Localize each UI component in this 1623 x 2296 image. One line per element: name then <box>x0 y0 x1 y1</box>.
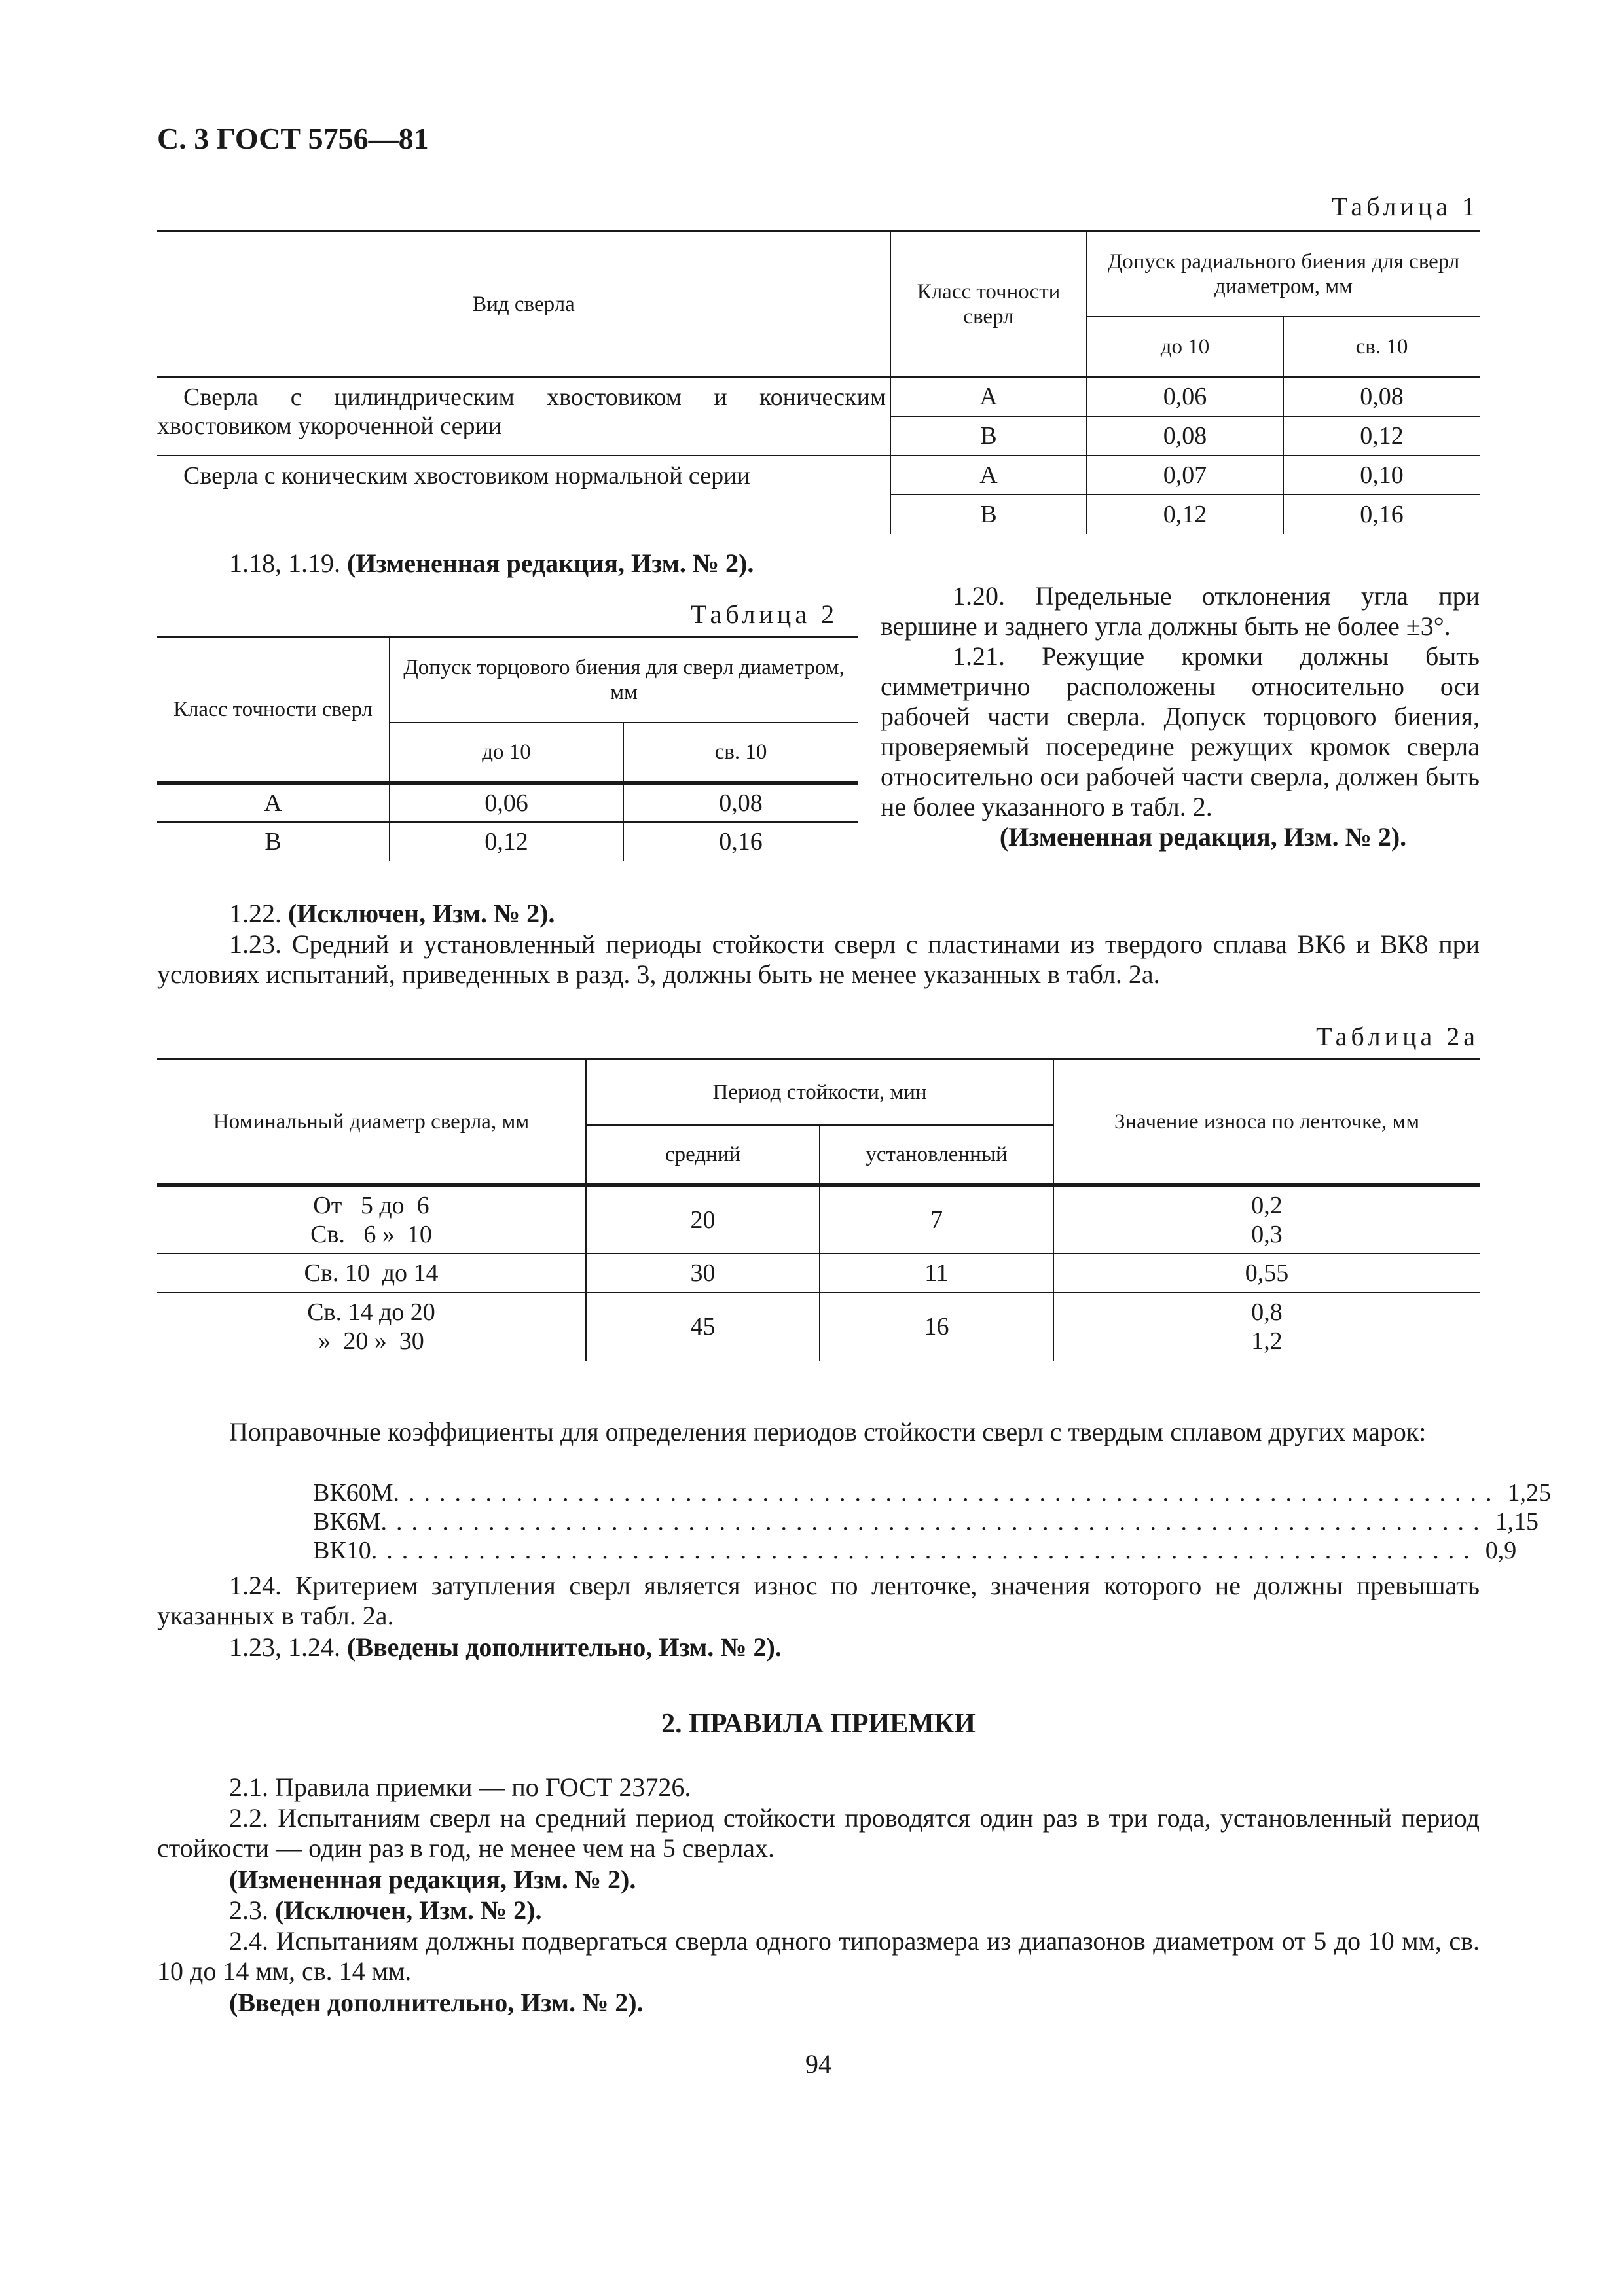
list-item <box>313 1479 1551 1507</box>
table1-cell-upto: 0,07 <box>1087 456 1283 495</box>
diameter-range: Св. 6 » 10 <box>310 1220 432 1248</box>
wear-value: 0,2 <box>1251 1191 1283 1219</box>
wear-value: 0,8 <box>1251 1299 1283 1326</box>
table2a-caption: Таблица 2а <box>1316 1022 1479 1051</box>
paragraph-1-18 <box>229 548 754 579</box>
leader-dots: ........................................................................ <box>371 1537 1479 1564</box>
table1-cell-over: 0,16 <box>1283 495 1480 534</box>
paragraph-1-23: 1.23. Средний и установленный периоды стойкости сверл с пластинами из твердого сплава ВК6 и ВК8 при условиях испытаний, приведенных в разд. 3, должны быть не менее указанных в табл. 2а. <box>157 929 1480 989</box>
table1-cell-class: А <box>890 456 1087 495</box>
amendment-note: (Введен дополнительно, Изм. № 2). <box>229 1988 644 2017</box>
amendment-note: (Исключен, Изм. № 2). <box>275 1895 542 1925</box>
table1 <box>157 230 1480 534</box>
table1-sub-over: св. 10 <box>1283 317 1480 377</box>
wear-value: 0,55 <box>1245 1259 1289 1287</box>
paragraph-1-24: 1.24. Критерием затупления сверл является износ по ленточке, значения которого не должны превышать указанных в табл. 2а. <box>157 1571 1480 1630</box>
table2-cell-over: 0,08 <box>623 783 858 822</box>
table2a-cell-set: 11 <box>820 1253 1053 1293</box>
paragraph-1-22 <box>229 899 555 929</box>
table-row <box>157 1253 1480 1293</box>
clause-number: 1.23, 1.24. <box>229 1632 340 1662</box>
table1-col-class: Класс точности сверл <box>890 232 1087 377</box>
grade-name: ВК10 <box>313 1537 371 1564</box>
table-row <box>157 1293 1480 1361</box>
table2a <box>157 1058 1480 1361</box>
table2-col-class: Класс точности сверл <box>157 637 390 783</box>
table-row <box>157 1185 1480 1253</box>
diameter-range: От 5 до 6 <box>313 1191 429 1219</box>
list-item <box>313 1507 1539 1536</box>
table2a-col-period: Период стойкости, мин <box>586 1060 1053 1125</box>
table2a-cell-diameter <box>157 1293 586 1361</box>
paragraph-2-3 <box>229 1895 541 1926</box>
paragraph-2-4: 2.4. Испытаниям должны подвергаться сверла одного типоразмера из диапазонов диаметром от 5 до 10 мм, св. 10 до 14 мм, св. 14 мм. <box>157 1926 1480 1986</box>
table2a-cell-set: 16 <box>820 1293 1053 1361</box>
table1-cell-class: В <box>890 495 1087 534</box>
page-header: С. 3 ГОСТ 5756—81 <box>157 122 429 155</box>
paragraph-2-2: 2.2. Испытаниям сверл на средний период стойкости проводятся один раз в три года, установленный период стойкости — один раз в год, не менее чем на 5 сверлах. <box>157 1803 1480 1863</box>
section-title: 2. ПРАВИЛА ПРИЕМКИ <box>661 1709 976 1739</box>
amendment-note: (Измененная редакция, Изм. № 2). <box>229 1865 636 1894</box>
table2-sub-upto: до 10 <box>390 723 623 783</box>
table1-cell-upto: 0,08 <box>1087 416 1283 456</box>
coefficient-value: 1,15 <box>1495 1508 1539 1535</box>
amendment-note: (Измененная редакция, Изм. № 2). <box>999 822 1407 852</box>
table2-sub-over: св. 10 <box>623 723 858 783</box>
table2a-cell-mid: 45 <box>586 1293 820 1361</box>
table2a-cell-diameter <box>157 1253 586 1293</box>
table2 <box>157 636 858 861</box>
table1-col-type: Вид сверла <box>157 232 890 377</box>
clause-number: 1.18, 1.19. <box>229 548 340 578</box>
coefficients-list <box>313 1479 1551 1565</box>
table1-group-name: Сверла с цилиндрическим хвостовиком и коническим хвостовиком укороченной серии <box>157 377 890 456</box>
table1-cell-over: 0,12 <box>1283 416 1480 456</box>
table2a-cell-set: 7 <box>820 1185 1053 1253</box>
table-row <box>157 783 858 822</box>
table2a-col-wear: Значение износа по ленточке, мм <box>1053 1060 1480 1185</box>
table2a-sub-mid: средний <box>586 1125 820 1185</box>
table1-cell-upto: 0,06 <box>1087 377 1283 416</box>
table-row <box>157 377 1480 416</box>
table-row <box>157 822 858 861</box>
table1-cell-class: В <box>890 416 1087 456</box>
table1-col-tolerance: Допуск радиального биения для сверл диаметром, мм <box>1087 232 1480 317</box>
table2a-cell-wear <box>1053 1293 1480 1361</box>
amendment-note: (Введены дополнительно, Изм. № 2). <box>347 1632 782 1662</box>
amendment-note: (Исключен, Изм. № 2). <box>288 899 555 928</box>
diameter-range: » 20 » 30 <box>318 1327 424 1355</box>
table2a-cell-diameter <box>157 1185 586 1253</box>
table2-cell-over: 0,16 <box>623 822 858 861</box>
table2-cell-upto: 0,12 <box>390 822 623 861</box>
table2a-cell-mid: 20 <box>586 1185 820 1253</box>
table2a-sub-set: установленный <box>820 1125 1053 1185</box>
table1-cell-class: А <box>890 377 1087 416</box>
wear-value: 0,3 <box>1251 1220 1283 1248</box>
paragraph-1-21: 1.21. Режущие кромки должны быть симметрично расположены относительно оси рабочей части сверла. Допуск торцового биения, проверяемый посередине режущих кромок сверла относительно оси рабочей части сверла, должен быть не более указанного в табл. 2. <box>881 641 1480 821</box>
table1-group-name: Сверла с коническим хвостовиком нормальной серии <box>157 456 890 534</box>
table2-cell-upto: 0,06 <box>390 783 623 822</box>
table2a-cell-mid: 30 <box>586 1253 820 1293</box>
leader-dots: ........................................................................ <box>380 1508 1489 1535</box>
table1-cell-over: 0,08 <box>1283 377 1480 416</box>
table2-cell-class: А <box>157 783 390 822</box>
amendment-note: (Измененная редакция, Изм. № 2). <box>347 548 754 578</box>
clause-number: 2.3. <box>229 1895 268 1925</box>
diameter-range: Св. 14 до 20 <box>307 1299 435 1326</box>
table-row <box>157 456 1480 495</box>
coefficient-value: 1,25 <box>1507 1479 1551 1507</box>
table2-cell-class: В <box>157 822 390 861</box>
coefficients-intro: Поправочные коэффициенты для определения периодов стойкости сверл с твердым сплавом других марок: <box>229 1417 1427 1446</box>
clause-number: 1.22. <box>229 899 282 928</box>
table2a-cell-wear <box>1053 1253 1480 1293</box>
table2-col-tolerance: Допуск торцового биения для сверл диаметром, мм <box>390 637 858 723</box>
table1-sub-upto: до 10 <box>1087 317 1283 377</box>
grade-name: ВК6М <box>313 1508 381 1535</box>
coefficient-value: 0,9 <box>1485 1537 1517 1564</box>
table2a-cell-wear <box>1053 1185 1480 1253</box>
diameter-range: Св. 10 до 14 <box>304 1259 439 1287</box>
list-item <box>313 1536 1517 1565</box>
grade-name: ВК60М <box>313 1479 393 1507</box>
table1-cell-upto: 0,12 <box>1087 495 1283 534</box>
table1-caption: Таблица 1 <box>1331 192 1479 221</box>
table2a-col-diameter: Номинальный диаметр сверла, мм <box>157 1060 586 1185</box>
paragraph-2-1: 2.1. Правила приемки — по ГОСТ 23726. <box>229 1772 691 1802</box>
table1-cell-over: 0,10 <box>1283 456 1480 495</box>
wear-value: 1,2 <box>1251 1327 1283 1355</box>
paragraph-1-20: 1.20. Предельные отклонения угла при вершине и заднего угла должны быть не более ±3°. <box>881 581 1480 641</box>
page-number: 94 <box>805 2049 831 2079</box>
table2-caption: Таблица 2 <box>691 600 839 629</box>
leader-dots: ........................................................................ <box>393 1479 1501 1507</box>
paragraph-1-23-1-24 <box>229 1632 782 1662</box>
right-column <box>881 581 1480 852</box>
